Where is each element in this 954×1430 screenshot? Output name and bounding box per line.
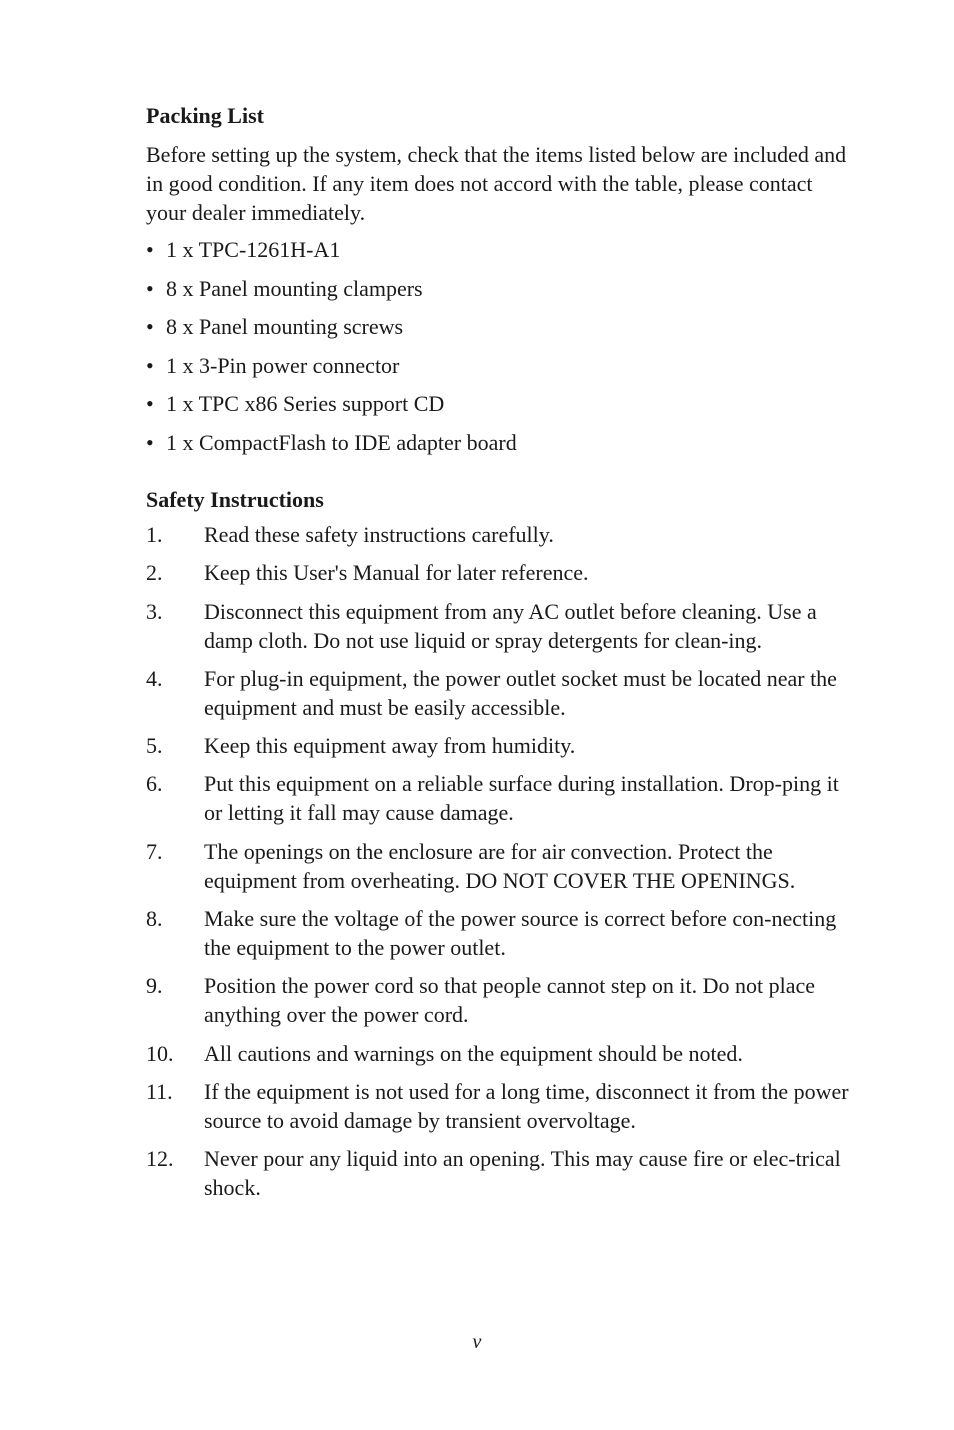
list-item — [146, 274, 858, 303]
safety-instructions-list — [146, 520, 858, 1202]
list-item — [146, 597, 858, 655]
list-item-text: 1 x TPC-1261H-A1 — [166, 237, 341, 262]
step-text: Keep this User's Manual for later reference. — [204, 560, 589, 586]
step-number: 2. — [146, 560, 163, 586]
step-text: If the equipment is not used for a long time, disconnect it from the power source to avoid damage by transient overvoltage. — [204, 1078, 849, 1133]
step-number: 3. — [146, 598, 163, 624]
step-number: 12. — [146, 1146, 174, 1172]
list-item — [146, 558, 858, 587]
step-number: 11. — [146, 1078, 173, 1104]
step-text: Read these safety instructions carefully. — [204, 521, 554, 547]
step-text: For plug-in equipment, the power outlet socket must be located near the equipment and must be easily accessible. — [204, 665, 837, 720]
bullet-icon: • — [146, 237, 154, 262]
step-number: 8. — [146, 906, 163, 932]
list-item-text: 1 x 3-Pin power connector — [166, 352, 400, 378]
step-text: Disconnect this equipment from any AC outlet before cleaning. Use a damp cloth. Do not use liquid or spray detergents for clean-ing. — [204, 598, 817, 653]
step-number: 9. — [146, 973, 163, 999]
step-text: All cautions and warnings on the equipment should be noted. — [204, 1040, 743, 1066]
list-item — [146, 520, 858, 549]
bullet-icon: • — [146, 352, 154, 378]
step-number: 5. — [146, 733, 163, 759]
step-number: 6. — [146, 771, 163, 797]
step-text: Position the power cord so that people cannot step on it. Do not place anything over the power cord. — [204, 973, 815, 1028]
list-item — [146, 351, 858, 380]
list-item-text: 1 x CompactFlash to IDE adapter board — [166, 429, 517, 455]
bullet-icon: • — [146, 391, 154, 417]
step-number: 10. — [146, 1040, 174, 1066]
list-item-text: 8 x Panel mounting clampers — [166, 275, 423, 301]
step-number: 1. — [146, 521, 163, 547]
step-text: Make sure the voltage of the power source is correct before con-necting the equipment to the power outlet. — [204, 906, 837, 961]
list-item — [146, 389, 858, 418]
list-item — [146, 731, 858, 760]
packing-list — [146, 235, 858, 457]
document-page — [146, 100, 858, 1212]
list-item — [146, 1039, 858, 1068]
list-item — [146, 664, 858, 722]
packing-list-heading: Packing List — [146, 103, 264, 128]
page-number: v — [472, 1331, 482, 1353]
step-text: Keep this equipment away from humidity. — [204, 733, 576, 759]
list-item-text: 1 x TPC x86 Series support CD — [166, 391, 445, 417]
list-item — [146, 1077, 858, 1135]
list-item — [146, 235, 858, 264]
step-text: The openings on the enclosure are for air convection. Protect the equipment from overheating. DO NOT COVER THE OPENINGS. — [204, 838, 796, 893]
list-item — [146, 904, 858, 962]
step-text: Put this equipment on a reliable surface during installation. Drop-ping it or letting it fall may cause damage. — [204, 771, 839, 826]
list-item — [146, 1144, 858, 1202]
list-item — [146, 837, 858, 895]
list-item-text: 8 x Panel mounting screws — [166, 314, 404, 340]
step-number: 4. — [146, 665, 163, 691]
safety-instructions-heading: Safety Instructions — [146, 486, 324, 512]
bullet-icon: • — [146, 314, 154, 340]
list-item — [146, 428, 858, 457]
bullet-icon: • — [146, 429, 154, 455]
list-item — [146, 312, 858, 341]
list-item — [146, 971, 858, 1029]
packing-list-intro: Before setting up the system, check that the items listed below are included and in good condition. If any item does not accord with the table, please contact your dealer immediately. — [146, 142, 847, 225]
step-number: 7. — [146, 838, 163, 864]
list-item — [146, 769, 858, 827]
step-text: Never pour any liquid into an opening. This may cause fire or elec-trical shock. — [204, 1146, 841, 1201]
bullet-icon: • — [146, 275, 154, 301]
